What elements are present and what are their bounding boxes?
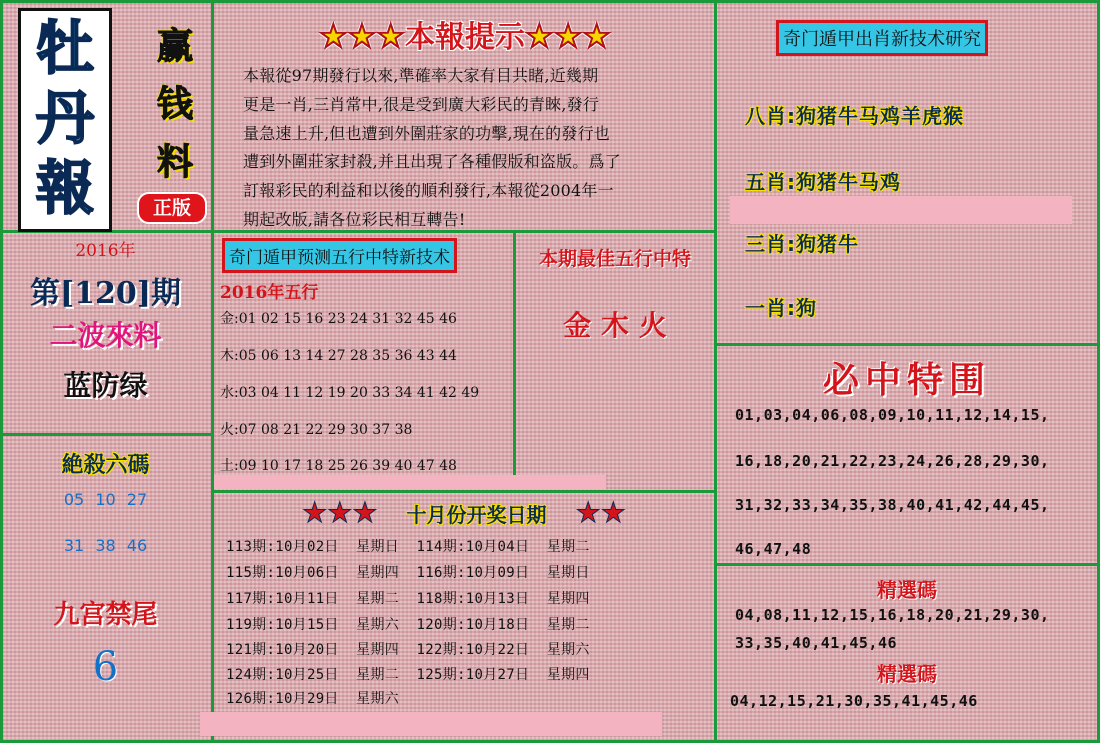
edition-badge: 正版 bbox=[137, 192, 207, 224]
zodiac-five: 五肖:狗猪牛马鸡 bbox=[745, 170, 901, 194]
date-row: 121期:10月20日 星期四 122期:10月22日 星期六 bbox=[226, 642, 590, 658]
date-row: 119期:10月15日 星期六 120期:10月18日 星期二 bbox=[226, 617, 590, 633]
notice-line: 訂報彩民的利益和以後的順利發行,本報從2004年一 bbox=[243, 181, 614, 201]
wuxing-row: 金:01 02 15 16 23 24 31 32 45 46 bbox=[220, 311, 457, 327]
wuxing-element: 火 bbox=[220, 422, 234, 438]
issue-year: 2016年 bbox=[75, 241, 136, 261]
dates-title-text: 十月份开奖日期 bbox=[406, 503, 547, 527]
zodiac-one: 一肖:狗 bbox=[745, 296, 817, 320]
special-line: 46,47,48 bbox=[735, 540, 812, 558]
star-icon: ★★ bbox=[575, 496, 626, 529]
wuxing-nums: 01 02 15 16 23 24 31 32 45 46 bbox=[238, 311, 457, 327]
wuxing-row: 水:03 04 11 12 19 20 33 34 41 42 49 bbox=[220, 385, 480, 401]
side-tag: 赢 bbox=[156, 26, 193, 67]
grid-line bbox=[717, 343, 1097, 346]
grid-line bbox=[513, 230, 516, 475]
special-line: 31,32,33,34,35,38,40,41,42,44,45, bbox=[735, 496, 1050, 514]
kill-title: 絶殺六碼 bbox=[61, 452, 150, 478]
zodiac-three: 三肖:狗猪牛 bbox=[745, 232, 859, 256]
issue-number: 第[120]期 bbox=[29, 276, 181, 311]
side-tag: 料 bbox=[156, 142, 193, 183]
wuxing-element: 土 bbox=[220, 458, 234, 474]
issue-wave: 二波來料 bbox=[49, 319, 162, 352]
grid-line bbox=[0, 433, 211, 436]
special-line: 16,18,20,21,22,23,24,26,28,29,30, bbox=[735, 452, 1050, 470]
wuxing-nums: 05 06 13 14 27 28 35 36 43 44 bbox=[238, 348, 457, 364]
side-tag: 钱 bbox=[156, 84, 193, 125]
notice-line: 量急速上升,但也遭到外圍莊家的功擊,現在的發行也 bbox=[243, 123, 610, 143]
wuxing-element: 水 bbox=[220, 385, 234, 401]
wuxing-row: 火:07 08 21 22 29 30 37 38 bbox=[220, 422, 413, 438]
selected-title: 精選碼 bbox=[877, 662, 937, 686]
pink-strip bbox=[214, 475, 606, 489]
nine-value: 6 bbox=[92, 644, 119, 690]
notice-line: 更是一肖,三肖常中,很是受到廣大彩民的青睞,發行 bbox=[243, 94, 600, 114]
wuxing-element: 木 bbox=[220, 348, 234, 364]
notice-title bbox=[215, 12, 715, 56]
kill-row: 31 38 46 bbox=[63, 536, 148, 555]
masthead-char: 報 bbox=[35, 154, 94, 222]
notice-line: 本報從97期發行以來,準確率大家有目共睹,近幾期 bbox=[243, 66, 599, 85]
zodiac-eight: 八肖:狗猪牛马鸡羊虎猴 bbox=[745, 104, 964, 128]
notice-body bbox=[243, 62, 688, 235]
grid-line bbox=[0, 0, 1100, 3]
date-row: 115期:10月06日 星期四 116期:10月09日 星期日 bbox=[226, 565, 590, 581]
nine-title: 九宫禁尾 bbox=[53, 600, 158, 630]
best-value: 金 木 火 bbox=[563, 309, 667, 342]
star-icon: ★★★ bbox=[318, 17, 405, 55]
pink-strip bbox=[200, 712, 662, 736]
pink-strip bbox=[730, 196, 1072, 224]
special-line: 01,03,04,06,08,09,10,11,12,14,15, bbox=[735, 406, 1050, 424]
wuxing-element: 金 bbox=[220, 311, 234, 327]
date-row: 113期:10月02日 星期日 114期:10月04日 星期二 bbox=[226, 539, 590, 555]
masthead-char: 丹 bbox=[35, 84, 94, 152]
dates-title bbox=[214, 496, 714, 529]
wuxing-year-title: 2016年五行 bbox=[220, 283, 319, 303]
notice-title-text: 本報提示 bbox=[405, 20, 525, 55]
date-row: 126期:10月29日 星期六 bbox=[226, 691, 400, 707]
selected-title: 精選碼 bbox=[877, 578, 937, 602]
selected-line: 04,12,15,21,30,35,41,45,46 bbox=[730, 692, 978, 710]
wuxing-row: 土:09 10 17 18 25 26 39 40 47 48 bbox=[220, 458, 457, 474]
wuxing-nums: 07 08 21 22 29 30 37 38 bbox=[238, 422, 413, 438]
masthead-logo bbox=[18, 8, 112, 232]
grid-line bbox=[211, 0, 214, 743]
special-title: 必中特围 bbox=[822, 359, 991, 401]
wuxing-box-title: 奇门遁甲预测五行中特新技术 bbox=[222, 238, 457, 273]
selected-line: 33,35,40,41,45,46 bbox=[735, 634, 898, 652]
zodiac-box-title: 奇门遁甲出肖新技术研究 bbox=[776, 20, 988, 56]
wuxing-row: 木:05 06 13 14 27 28 35 36 43 44 bbox=[220, 348, 457, 364]
issue-guard: 蓝防绿 bbox=[63, 369, 148, 402]
masthead-char: 牡 bbox=[35, 14, 94, 82]
grid-line bbox=[717, 563, 1097, 566]
star-icon: ★★★ bbox=[525, 17, 612, 55]
star-icon: ★★★ bbox=[302, 496, 378, 529]
date-row: 117期:10月11日 星期二 118期:10月13日 星期四 bbox=[226, 591, 590, 607]
kill-row: 05 10 27 bbox=[63, 490, 148, 509]
notice-line: 期起改版,請各位彩民相互轉告! bbox=[243, 209, 466, 229]
wuxing-nums: 03 04 11 12 19 20 33 34 41 42 49 bbox=[238, 385, 480, 401]
selected-line: 04,08,11,12,15,16,18,20,21,29,30, bbox=[735, 606, 1050, 624]
notice-line: 遭到外圍莊家封殺,并且出現了各種假版和盗版。爲了 bbox=[243, 152, 621, 172]
wuxing-nums: 09 10 17 18 25 26 39 40 47 48 bbox=[238, 458, 457, 474]
grid-line bbox=[211, 490, 714, 493]
best-title: 本期最佳五行中特 bbox=[538, 248, 691, 270]
date-row: 124期:10月25日 星期二 125期:10月27日 星期四 bbox=[226, 667, 590, 683]
